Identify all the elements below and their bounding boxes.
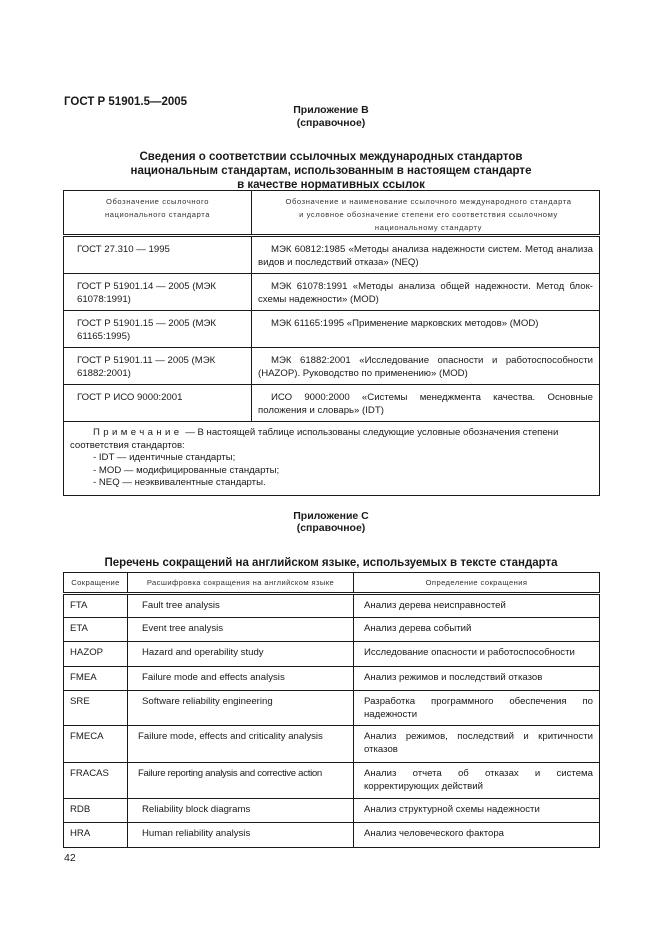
abbreviation-cell: FTA (64, 594, 128, 618)
table-row (64, 274, 600, 311)
national-standard-cell: ГОСТ 27.310 — 1995 (64, 236, 252, 274)
table-row (64, 799, 600, 823)
abbreviation-cell: FRACAS (64, 763, 128, 799)
column-header-international: Обозначение и наименование ссылочного международного стандарта и условное обозначение степени его соответствия ссылочному национальному стандарту (252, 191, 600, 236)
note-intro (70, 427, 593, 452)
definition-cell: Исследование опасности и работоспособности (354, 642, 600, 667)
page-number: 42 (64, 852, 76, 864)
abbreviation-cell: FMEA (64, 667, 128, 691)
annex-c-heading: Перечень сокращений на английском языке, используемых в тексте стандарта (104, 557, 558, 569)
table-row (64, 348, 600, 385)
english-cell: Failure reporting analysis and corrective action (128, 763, 354, 799)
table-row (64, 642, 600, 667)
note-item-neq: - NEQ — неэквивалентные стандарты. (93, 477, 266, 488)
annex-b-subtitle: (справочное) (296, 117, 366, 129)
abbreviation-cell: ETA (64, 618, 128, 642)
table-row (64, 594, 600, 618)
definition-cell: Анализ режимов и последствий отказов (354, 667, 600, 691)
annex-b-title: Приложение В (293, 104, 369, 116)
document-code: ГОСТ Р 51901.5—2005 (64, 96, 188, 108)
definition-cell: Анализ структурной схемы надежности (354, 799, 600, 823)
abbreviation-cell: HAZOP (64, 642, 128, 667)
column-header-abbreviation: Сокращение (64, 573, 128, 594)
international-standard-cell: МЭК 60812:1985 «Методы анализа надежности систем. Метод анализа видов и последствий отказа» (NEQ) (252, 236, 600, 274)
national-standard-cell: ГОСТ Р 51901.14 — 2005 (МЭК 61078:1991) (64, 274, 252, 311)
annex-b-heading (0, 150, 662, 192)
english-cell: Failure mode, effects and criticality analysis (128, 726, 354, 763)
abbreviation-cell: RDB (64, 799, 128, 823)
table-note (64, 422, 600, 496)
table-row (64, 823, 600, 848)
note-label: Примечание (93, 427, 183, 438)
column-header-english: Расшифровка сокращения на английском языке (128, 573, 354, 594)
table-row (64, 385, 600, 422)
abbreviation-cell: FMECA (64, 726, 128, 763)
note-item-mod: - MOD — модифицированные стандарты; (93, 464, 280, 476)
column-header-definition: Определение сокращения (354, 573, 600, 594)
english-cell: Human reliability analysis (128, 823, 354, 848)
column-header-national: Обозначение ссылочного национального стандарта (64, 191, 252, 236)
definition-cell: Анализ отчета об отказах и система корректирующих действий (354, 763, 600, 799)
note-text: — В настоящей таблице использованы следующие условные обозначения степени соответствия стандартов: (70, 427, 559, 451)
international-standard-cell: МЭК 61882:2001 «Исследование опасности и работоспособности (HAZOP). Руководство по применению» (MOD) (252, 348, 600, 385)
annex-c-subtitle: (справочное) (296, 522, 366, 534)
annex-b-heading-line: Сведения о соответствии ссылочных международных стандартов (139, 151, 523, 163)
table-header-row (64, 191, 600, 236)
international-standard-cell: ИСО 9000:2000 «Системы менеджмента качества. Основные положения и словарь» (IDT) (252, 385, 600, 422)
english-cell: Event tree analysis (128, 618, 354, 642)
international-standard-cell: МЭК 61165:1995 «Применение марковских методов» (MOD) (252, 311, 600, 348)
national-standard-cell: ГОСТ Р 51901.15 — 2005 (МЭК 61165:1995) (64, 311, 252, 348)
annex-c-title: Приложение С (293, 510, 369, 522)
english-cell: Reliability block diagrams (128, 799, 354, 823)
annex-b-heading-line: национальным стандартам, использованным в настоящем стандарте (130, 165, 532, 177)
definition-cell: Анализ дерева неисправностей (354, 594, 600, 618)
table-row (64, 667, 600, 691)
national-standard-cell: ГОСТ Р 51901.11 — 2005 (МЭК 61882:2001) (64, 348, 252, 385)
definition-cell: Анализ режимов, последствий и критичности отказов (354, 726, 600, 763)
international-standard-cell: МЭК 61078:1991 «Методы анализа общей надежности. Метод блок-схемы надежности» (MOD) (252, 274, 600, 311)
national-standard-cell: ГОСТ Р ИСО 9000:2001 (64, 385, 252, 422)
abbreviation-cell: HRA (64, 823, 128, 848)
abbreviations-table (63, 572, 600, 848)
table-row (64, 236, 600, 274)
table-row (64, 691, 600, 726)
table-row (64, 726, 600, 763)
table-row (64, 311, 600, 348)
definition-cell: Анализ дерева событий (354, 618, 600, 642)
abbreviation-cell: SRE (64, 691, 128, 726)
table-note-row (64, 422, 600, 496)
english-cell: Failure mode and effects analysis (128, 667, 354, 691)
standards-correspondence-table (63, 190, 600, 496)
table-header-row (64, 573, 600, 594)
english-cell: Software reliability engineering (128, 691, 354, 726)
table-row (64, 618, 600, 642)
definition-cell: Анализ человеческого фактора (354, 823, 600, 848)
note-item-idt: - IDT — идентичные стандарты; (93, 452, 236, 463)
english-cell: Fault tree analysis (128, 594, 354, 618)
english-cell: Hazard and operability study (128, 642, 354, 667)
definition-cell: Разработка программного обеспечения по надежности (354, 691, 600, 726)
table-row (64, 763, 600, 799)
annex-b-heading-line: в качестве нормативных ссылок (237, 179, 425, 191)
